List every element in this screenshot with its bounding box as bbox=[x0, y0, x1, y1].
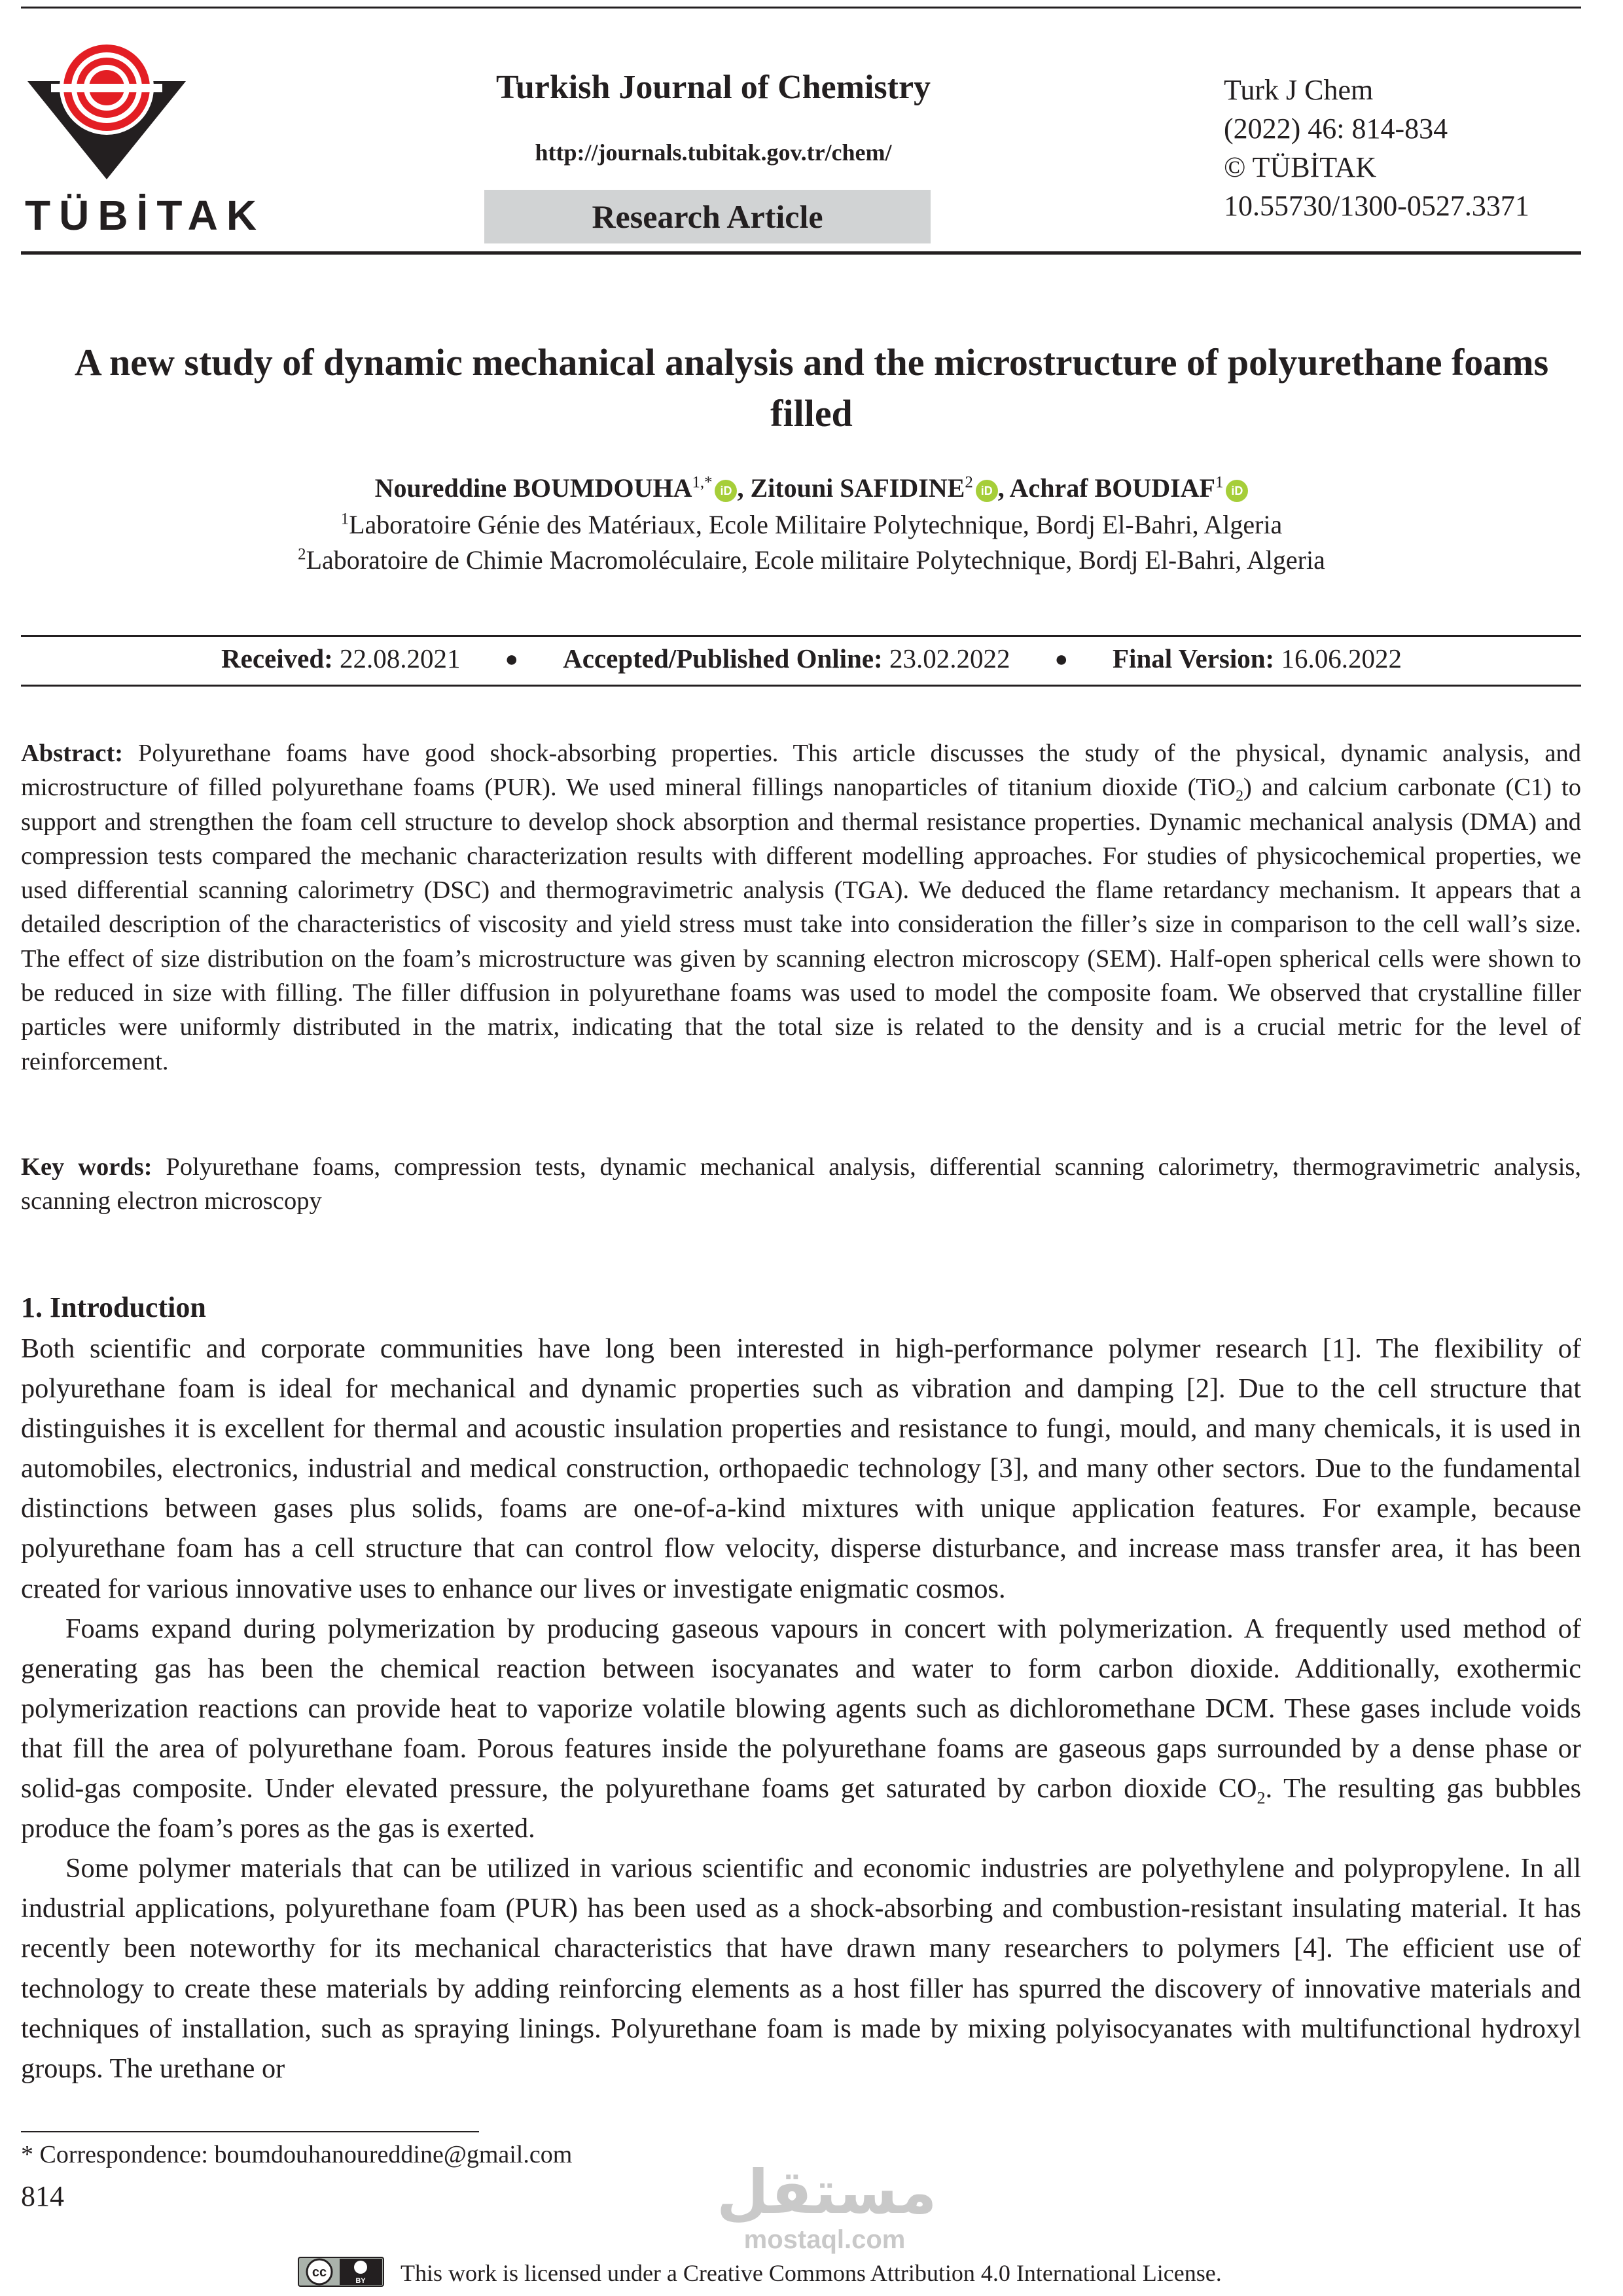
accepted-date: 23.02.2022 bbox=[889, 643, 1010, 673]
journal-abbrev: Turk J Chem bbox=[1224, 74, 1374, 106]
orcid-icon[interactable]: iD bbox=[715, 480, 737, 502]
paragraph-text: Foams expand during polymerization by producing gaseous vapours in concert with polymerization. A frequently used method of generating gas has been the chemical reaction between isocyanates and water to form carbon dioxide. Additionally, exothermic polymerization reactions can provide heat to vaporize volatile blowing agents such as dichloromethane DCM. These gases include voids that fill the area of polyurethane foam. Porous features inside the polyurethane foams are gaseous gaps surrounded by a dense phase or solid-gas composite. Under elevated pressure, the polyurethane foams get saturated by carbon dioxide CO bbox=[21, 1613, 1581, 1804]
accepted-label: Accepted/Published Online: bbox=[563, 643, 883, 673]
dates-top-rule bbox=[21, 635, 1581, 637]
affiliation-number: 2 bbox=[298, 545, 306, 564]
subscript: 2 bbox=[1236, 787, 1244, 805]
journal-url[interactable]: http://journals.tubitak.gov.tr/chem/ bbox=[535, 139, 892, 166]
paragraph bbox=[21, 1609, 1581, 1849]
abstract bbox=[21, 736, 1581, 1079]
final-date: 16.06.2022 bbox=[1281, 643, 1402, 673]
received-date: 22.08.2021 bbox=[340, 643, 461, 673]
article-dates bbox=[0, 643, 1623, 674]
cc-by-badge-icon[interactable] bbox=[298, 2257, 384, 2287]
author-name: Achraf BOUDIAF bbox=[1009, 473, 1215, 503]
license-text[interactable]: This work is licensed under a Creative Commons Attribution 4.0 International License. bbox=[401, 2260, 1222, 2286]
article-type-badge: Research Article bbox=[484, 190, 931, 243]
watermark bbox=[717, 2157, 937, 2255]
affiliation bbox=[39, 509, 1584, 540]
final-label: Final Version: bbox=[1113, 643, 1275, 673]
volume-pages: (2022) 46: 814-834 bbox=[1224, 113, 1448, 145]
received-label: Received: bbox=[221, 643, 333, 673]
cc-badge-text: cc bbox=[312, 2265, 327, 2280]
bullet-icon: ● bbox=[1054, 647, 1069, 672]
paragraph-text: . The resulting gas bubbles produce the foam’s pores as the gas is exerted. bbox=[21, 1773, 1581, 1844]
author-name: Zitouni SAFIDINE bbox=[750, 473, 965, 503]
keywords-text: Polyurethane foams, compression tests, dynamic mechanical analysis, differential scanning calorimetry, thermogravimetric analysis, scanning electron microscopy bbox=[21, 1153, 1582, 1215]
tubitak-emblem-icon bbox=[25, 33, 188, 190]
author-list: Noureddine $BOUMDOUHA^{1,*}$ iD , Zitouni SAFIDINE$^2$ iD , Achraf BOUDIAF$^1$ iD bbox=[39, 473, 1584, 503]
introduction-body bbox=[21, 1329, 1581, 2089]
affiliation-number: 1 bbox=[340, 510, 349, 528]
paragraph: Some polymer materials that can be utilized in various scientific and economic industries are polyethylene and polypropylene. In all industrial applications, polyurethane foam (PUR) has been used as a shock-absorbing and combustion-resistant insulating material. It has recently been noteworthy for its mechanical characteristics that have drawn many researchers to polymers [4]. The efficient use of technology to create these materials by adding reinforcing elements as a host filler has spurred the discovery of innovative materials and techniques of installation, such as spraying linings. Polyurethane foam is made by mixing polyisocyanates with multifunctional hydroxyl groups. The urethane or bbox=[21, 1853, 1581, 2084]
keywords bbox=[21, 1150, 1581, 1218]
affiliation-text: Laboratoire Génie des Matériaux, Ecole Militaire Polytechnique, Bordj El-Bahri, Algeria bbox=[349, 510, 1283, 539]
keywords-label: Key words: bbox=[21, 1153, 152, 1181]
watermark-arabic: مستقل bbox=[717, 2157, 937, 2227]
publication-info bbox=[1224, 71, 1529, 225]
author-sup: 1,* bbox=[692, 473, 713, 492]
tubitak-logo bbox=[25, 33, 266, 239]
orcid-icon[interactable]: iD bbox=[1226, 480, 1248, 502]
top-rule bbox=[21, 7, 1581, 9]
doi[interactable]: 10.55730/1300-0527.3371 bbox=[1224, 190, 1529, 222]
orcid-icon[interactable]: iD bbox=[976, 480, 998, 502]
abstract-label: Abstract: bbox=[21, 740, 124, 767]
section-heading: 1. Introduction bbox=[21, 1291, 206, 1323]
abstract-text: ) and calcium carbonate (C1) to support and strengthen the foam cell structure to develop shock absorption and thermal resistance properties. Dynamic mechanical analysis (DMA) and compression tests compared the mechanic characterization results with different modelling approaches. For studies of physicochemical properties, we used differential scanning calorimetry (DSC) and thermogravimetric analysis (TGA). We deduced the flame retardancy mechanism. It appears that a detailed description of the characteristics of viscosity and yield stress must take into consideration the filler’s size in comparison to the cell wall’s size. The effect of size distribution on the foam’s microstructure was given by scanning electron microscopy (SEM). Half-open spherical cells were shown to be reduced in size with filling. The filler diffusion in polyurethane foams was used to model the composite foam. We observed that crystalline filler particles were uniformly distributed in the matrix, indicating that the total size is related to the density and is a crucial metric for the level of reinforcement. bbox=[21, 774, 1582, 1075]
affiliation bbox=[39, 545, 1584, 575]
header-rule bbox=[21, 251, 1581, 255]
author-sup: 2 bbox=[965, 473, 973, 492]
author-sup: 1 bbox=[1215, 473, 1224, 492]
subscript: 2 bbox=[1257, 1788, 1266, 1808]
abstract-text: Polyurethane foams have good shock-absorbing properties. This article discusses the study of the physical, dynamic analysis, and microstructure of filled polyurethane foams (PUR). We used mineral fillings nanoparticles of titanium dioxide (TiO bbox=[21, 740, 1582, 802]
watermark-url: mostaql.com bbox=[743, 2225, 906, 2254]
article-title: A new study of dynamic mechanical analysis and the microstructure of polyurethane foams filled bbox=[74, 341, 1549, 435]
footnote-rule bbox=[21, 2131, 479, 2132]
logo-text: TÜBİTAK bbox=[25, 192, 266, 239]
journal-title: Turkish Journal of Chemistry bbox=[495, 69, 931, 106]
affiliation-text: Laboratoire de Chimie Macromoléculaire, Ecole militaire Polytechnique, Bordj El-Bahri, Algeria bbox=[306, 545, 1325, 575]
by-badge-text: BY bbox=[355, 2277, 366, 2285]
page-number: 814 bbox=[21, 2180, 64, 2212]
footnote: * Correspondence: boumdouhanoureddine@gmail.com bbox=[21, 2141, 573, 2168]
copyright: © TÜBİTAK bbox=[1224, 151, 1377, 183]
paragraph: Both scientific and corporate communities have long been interested in high-performance polymer research [1]. The flexibility of polyurethane foam is ideal for mechanical and dynamic properties such as vibration and damping [2]. Due to the cell structure that distinguishes it is excellent for thermal and acoustic insulation properties and resistance to fungi, mould, and many chemicals, it is used in automobiles, electronics, industrial and medical construction, orthopaedic technology [3], and many other sectors. Due to the fundamental distinctions between gases plus solids, foams are one-of-a-kind mixtures with unique application features. For example, because polyurethane foam has a cell structure that can control flow velocity, disperse disturbance, and increase mass transfer area, it has been created for various innovative uses to enhance our lives or investigate enigmatic cosmos. bbox=[21, 1333, 1581, 1604]
dates-bottom-rule bbox=[21, 685, 1581, 687]
bullet-icon: ● bbox=[505, 647, 519, 672]
author-name: Noureddine BOUMDOUHA bbox=[374, 473, 692, 503]
